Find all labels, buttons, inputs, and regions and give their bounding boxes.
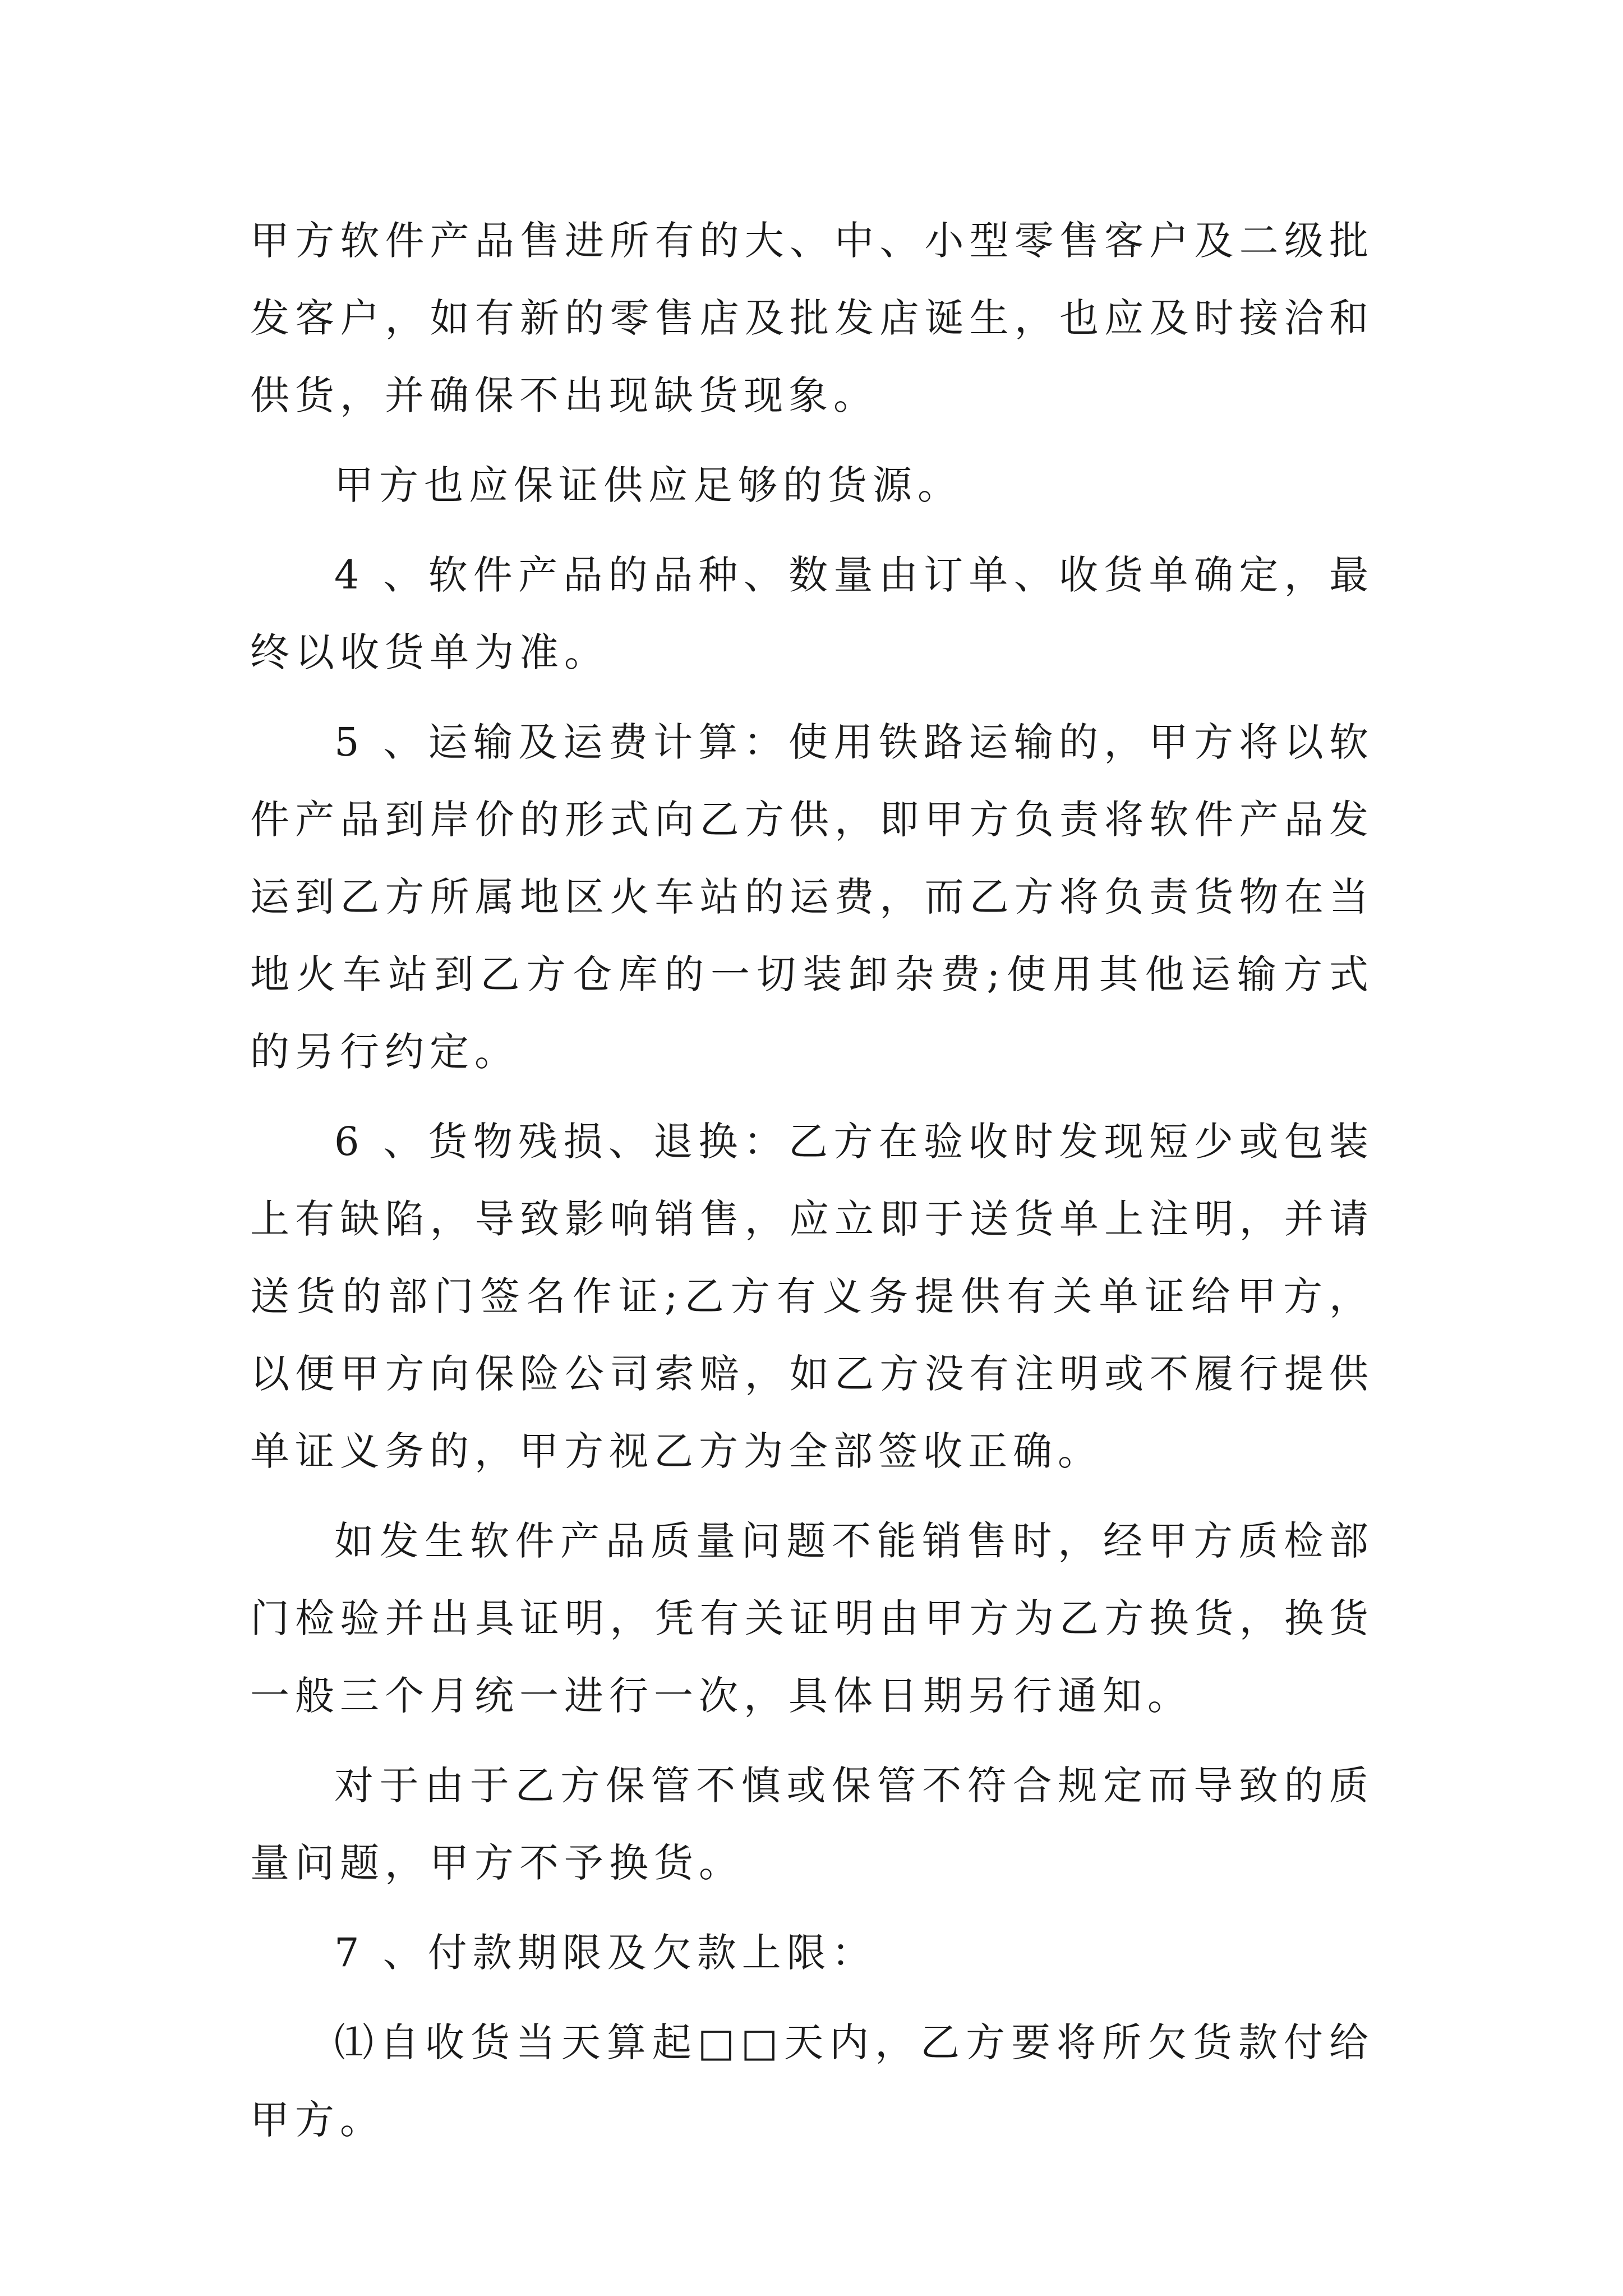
paragraph-clause-5: 5 、运输及运费计算：使用铁路运输的，甲方将以软件产品到岸价的形式向乙方供，即甲方负责将软件产品发运到乙方所属地区火车站的运费，而乙方将负责货物在当地火车站到乙方仓库的一切装卸杂费;使用其他运输方式的另行约定。 (250, 719, 1374, 1075)
paragraph-clause-7: 7 、付款期限及欠款上限： (334, 1930, 877, 1976)
paragraph-supply: 甲方也应保证供应足够的货源。 (334, 462, 962, 508)
paragraph-clause-6: 6 、货物残损、退换：乙方在验收时发现短少或包装上有缺陷，导致影响销售，应立即于送货单上注明，并请送货的部门签名作证;乙方有义务提供有关单证给甲方，以便甲方向保险公司索赔，如乙方没有注明或不履行提供单证义务的，甲方视乙方为全部签收正确。 (250, 1119, 1374, 1474)
paragraph-no-exchange: 对于由于乙方保管不慎或保管不符合规定而导致的质量问题，甲方不予换货。 (250, 1763, 1374, 1886)
paragraph-clause-7-1: ⑴自收货当天算起□□天内，乙方要将所欠货款付给甲方。 (250, 2019, 1374, 2143)
document-page (250, 202, 1374, 2171)
paragraph-clause-4: 4 、软件产品的品种、数量由订单、收货单确定，最终以收货单为准。 (250, 552, 1374, 675)
paragraph-retail-coverage: 甲方软件产品售进所有的大、中、小型零售客户及二级批发客户，如有新的零售店及批发店诞生，也应及时接洽和供货，并确保不出现缺货现象。 (250, 218, 1374, 418)
paragraph-quality-exchange: 如发生软件产品质量问题不能销售时，经甲方质检部门检验并出具证明，凭有关证明由甲方为乙方换货，换货一般三个月统一进行一次，具体日期另行通知。 (250, 1518, 1374, 1719)
